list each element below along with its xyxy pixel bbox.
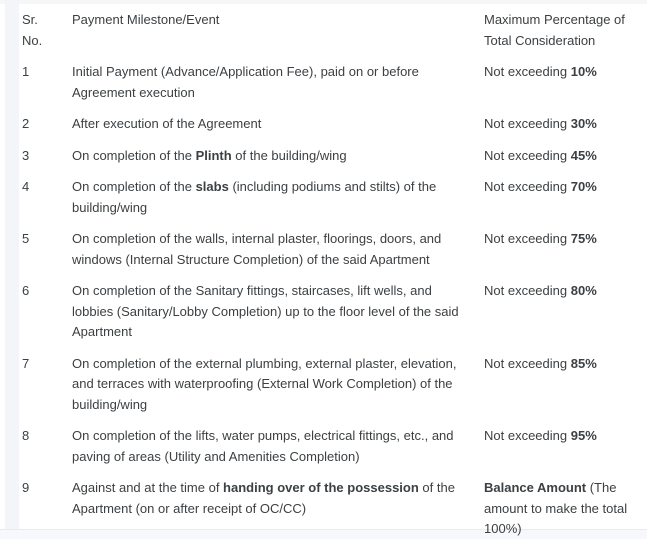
- table-row: [22, 177, 637, 229]
- table-row: [22, 354, 637, 427]
- percentage-cell: [484, 62, 637, 114]
- payment-schedule: [22, 10, 637, 551]
- sr-no-cell: 3: [22, 147, 30, 163]
- table-row: [22, 229, 637, 281]
- page-edge-top: [0, 0, 647, 4]
- percentage-cell: [484, 354, 637, 427]
- milestone-cell: [72, 354, 484, 427]
- text: of the building/wing: [231, 147, 347, 163]
- table-row: [22, 62, 637, 114]
- milestone-cell: [72, 146, 484, 178]
- percentage-cell: [484, 146, 637, 178]
- column-header-sr-no: [22, 10, 72, 62]
- column-header-max-percentage: [484, 10, 637, 62]
- text: On completion of the lifts, water pumps, electrical fittings, etc., and paving of areas (Utility and Amenities Completion): [72, 428, 454, 464]
- bold-text: 30%: [570, 116, 597, 131]
- text: Initial Payment (Advance/Application Fee), paid on or before Agreement execution: [72, 64, 419, 100]
- table-row: [22, 146, 637, 178]
- percentage-cell: [484, 478, 637, 551]
- milestone-cell: [72, 478, 484, 551]
- text: On completion of the external plumbing, external plaster, elevation, and terraces with waterproofing (External Work Completion) of the building/wing: [72, 355, 457, 412]
- milestone-cell: [72, 426, 484, 478]
- text: On completion of the walls, internal plaster, floorings, doors, and windows (Internal Structure Completion) of the said Apartment: [72, 231, 442, 267]
- table-row: [22, 426, 637, 478]
- text: Not exceeding: [484, 147, 571, 163]
- bold-text: slabs: [195, 179, 229, 194]
- table-row: [22, 281, 637, 354]
- bold-text: 10%: [570, 64, 597, 79]
- text: On completion of the: [72, 147, 196, 163]
- bold-text: 80%: [570, 283, 597, 298]
- header-line: Payment Milestone/Event: [72, 12, 220, 27]
- table-row: [22, 478, 637, 551]
- text: Not exceeding: [484, 64, 571, 79]
- text: (including podiums and stilts) of the building/wing: [72, 179, 437, 215]
- percentage-cell: [484, 229, 637, 281]
- text: (The amount to make the total 100%): [484, 480, 628, 536]
- sr-no-cell: 2: [22, 116, 30, 131]
- bold-text: 75%: [570, 231, 597, 246]
- header-line: Maximum Percentage of: [484, 12, 625, 27]
- column-header-milestone: [72, 10, 484, 62]
- payment-table: [22, 10, 637, 551]
- text: After execution of the Agreement: [72, 116, 262, 131]
- sr-no-cell: 1: [22, 64, 30, 79]
- text: Not exceeding: [484, 179, 571, 194]
- milestone-cell: [72, 114, 484, 146]
- sr-no-cell: 8: [22, 428, 30, 443]
- milestone-cell: [72, 177, 484, 229]
- text: Against and at the time of: [72, 480, 224, 495]
- percentage-cell: [484, 426, 637, 478]
- header-row: [22, 10, 637, 62]
- percentage-cell: [484, 281, 637, 354]
- bold-text: 85%: [570, 355, 597, 371]
- milestone-cell: [72, 281, 484, 354]
- header-line: Total Consideration: [484, 32, 596, 48]
- sr-no-cell: 9: [22, 480, 30, 495]
- text: On completion of the: [72, 179, 196, 194]
- text: Not exceeding: [484, 428, 571, 443]
- milestone-cell: [72, 62, 484, 114]
- bold-text: Balance Amount: [484, 480, 587, 495]
- page-edge-left: [5, 0, 19, 539]
- percentage-cell: [484, 114, 637, 146]
- bold-text: 45%: [570, 147, 597, 163]
- milestone-cell: [72, 229, 484, 281]
- sr-no-cell: 7: [22, 355, 30, 371]
- table-row: [22, 114, 637, 146]
- payment-table-body: [22, 62, 637, 551]
- table-header: [22, 10, 637, 62]
- text: Not exceeding: [484, 231, 571, 246]
- header-line: Sr.: [22, 12, 38, 27]
- sr-no-cell: 6: [22, 283, 30, 298]
- sr-no-cell: 5: [22, 231, 30, 246]
- text: Not exceeding: [484, 283, 571, 298]
- percentage-cell: [484, 177, 637, 229]
- text: of the Apartment (on or after receipt of OC/CC): [72, 480, 455, 516]
- sr-no-cell: 4: [22, 179, 30, 194]
- header-line: No.: [22, 32, 43, 48]
- text: On completion of the Sanitary fittings, staircases, lift wells, and lobbies (Sanitary/Lobby Completion) up to the floor level of the said Apartment: [72, 283, 459, 339]
- bold-text: handing over of the possession: [223, 480, 419, 495]
- text: Not exceeding: [484, 116, 571, 131]
- bold-text: 70%: [570, 179, 597, 194]
- bold-text: Plinth: [195, 147, 232, 163]
- text: Not exceeding: [484, 355, 571, 371]
- bold-text: 95%: [570, 428, 597, 443]
